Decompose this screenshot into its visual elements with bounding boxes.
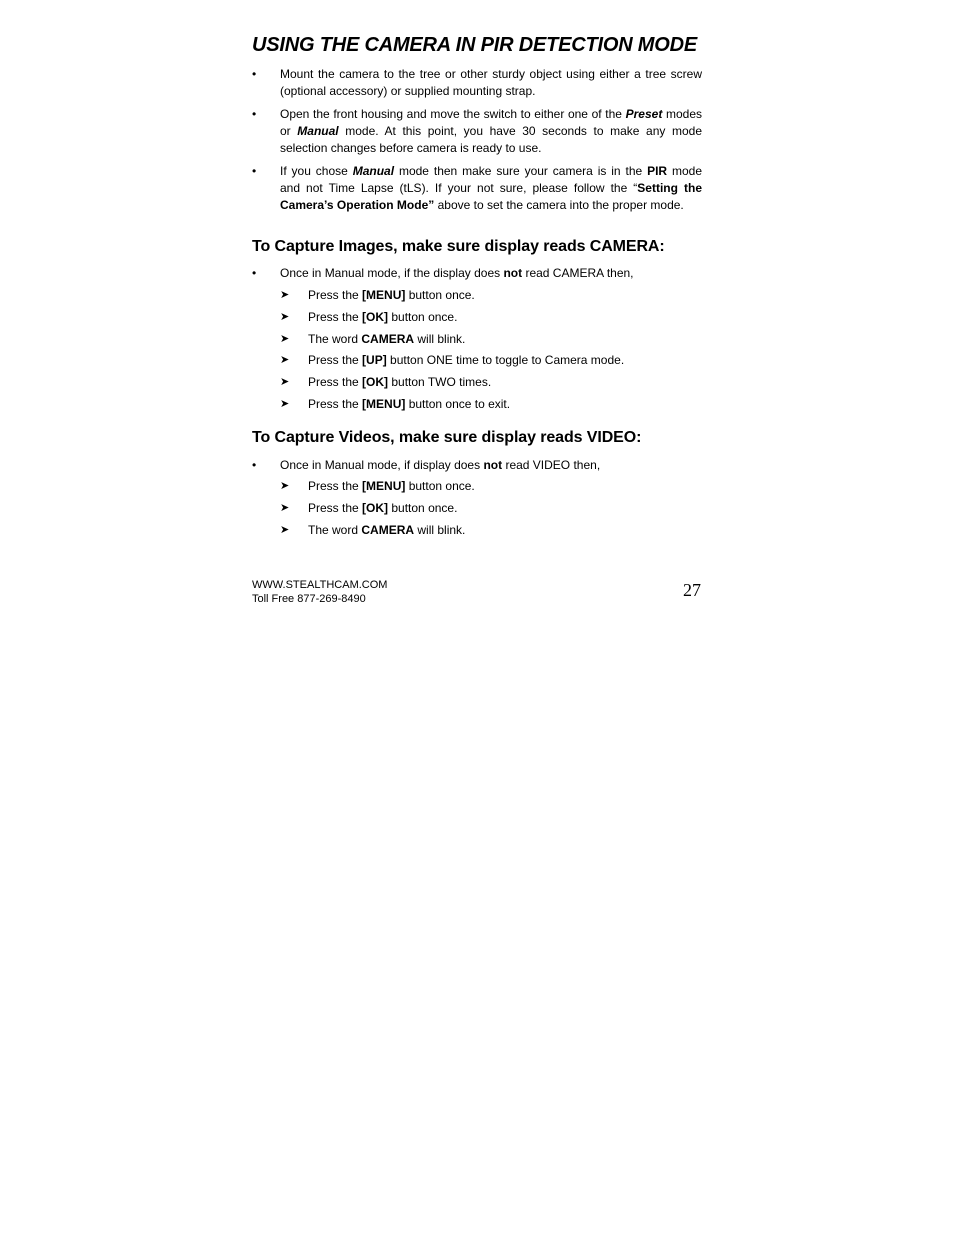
bullet-icon: • [252, 458, 257, 472]
footer-contact [252, 578, 387, 606]
images-step: ➤ Press the [MENU] button once. [280, 288, 475, 302]
arrow-bullet-icon: ➤ [280, 502, 290, 514]
images-step: ➤ Press the [MENU] button once to exit. [280, 397, 511, 411]
images-lead-bullet: • Once in Manual mode, if the display does not read CAMERA then, [252, 266, 634, 280]
videos-step: ➤ Press the [MENU] button once. [280, 479, 475, 493]
arrow-bullet-icon: ➤ [280, 354, 290, 366]
images-step: ➤ The word CAMERA will blink. [280, 332, 466, 346]
images-step: ➤ Press the [OK] button once. [280, 310, 458, 324]
arrow-bullet-icon: ➤ [280, 333, 290, 345]
bullet-icon: • [252, 164, 257, 178]
images-step: ➤ Press the [UP] button ONE time to toggle to Camera mode. [280, 353, 625, 367]
images-step: ➤ Press the [OK] button TWO times. [280, 375, 492, 389]
footer-website: WWW.STEALTHCAM.COM [252, 579, 388, 591]
intro-bullet-3: • If you chose Manual mode then make sure your camera is in the PIR mode and not Time Lapse (tLS). If your not sure, please follow the “Setting the Camera’s Operation Mode” above to set the camera into the proper mode. [252, 164, 703, 212]
arrow-bullet-icon: ➤ [280, 524, 290, 536]
section-heading-images: To Capture Images, make sure display reads CAMERA: [252, 238, 665, 255]
intro-bullet-1: • Mount the camera to the tree or other sturdy object using either a tree screw (optional accessory) or supplied mounting strap. [252, 67, 702, 98]
arrow-bullet-icon: ➤ [280, 376, 290, 388]
bullet-icon: • [252, 67, 257, 81]
bullet-icon: • [252, 266, 257, 280]
footer-phone: Toll Free 877-269-8490 [252, 593, 366, 605]
arrow-bullet-icon: ➤ [280, 311, 290, 323]
page-title: USING THE CAMERA IN PIR DETECTION MODE [252, 34, 698, 56]
videos-lead-bullet: • Once in Manual mode, if display does not read VIDEO then, [252, 458, 601, 472]
arrow-bullet-icon: ➤ [280, 398, 290, 410]
bullet-icon: • [252, 107, 257, 121]
page-number: 27 [683, 580, 701, 600]
videos-step: ➤ The word CAMERA will blink. [280, 523, 466, 537]
arrow-bullet-icon: ➤ [280, 480, 290, 492]
videos-step: ➤ Press the [OK] button once. [280, 501, 458, 515]
section-heading-videos: To Capture Videos, make sure display reads VIDEO: [252, 429, 642, 446]
intro-bullet-2: • Open the front housing and move the switch to either one of the Preset modes or Manual mode. At this point, you have 30 seconds to make any mode selection changes before camera is ready to use. [252, 107, 702, 155]
arrow-bullet-icon: ➤ [280, 289, 290, 301]
